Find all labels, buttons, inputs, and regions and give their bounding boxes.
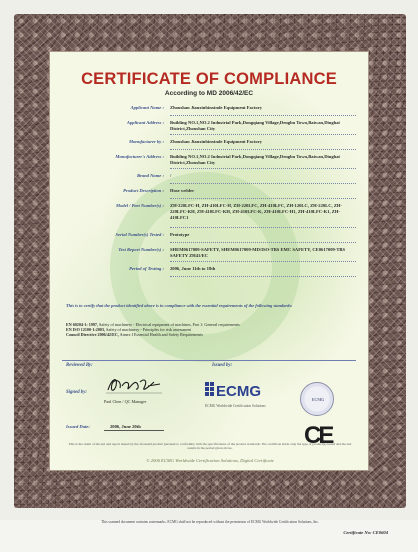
field-label: Manufacturer by :: [129, 139, 164, 144]
field-label: Serial Number(s) Tested :: [115, 232, 164, 237]
field-value: Building NO.1,NO.2 Industrial Park,Dongqiang Village,Dengbu Town,Baiwan,Dinghai District,Zhoushan City: [170, 154, 340, 165]
compliance-statement: This is to certify that the product identified above is in compliance with the essential requirements of the following standards:: [66, 303, 293, 308]
field-row: [66, 104, 356, 114]
field-row: [66, 265, 356, 275]
field-row: [66, 246, 356, 260]
field-value: Hose welder: [170, 188, 195, 193]
field-label: Model / Part Number(s) :: [116, 203, 164, 208]
certificate-number: Certificate No: CE0604: [343, 530, 388, 535]
field-label: Test Report Number(s) :: [118, 247, 164, 252]
field-value: Building NO.1,NO.2 Industrial Park,Dongqiang Village,Dengbu Town,Baiwan,Dinghai District,Zhoushan City: [170, 120, 340, 131]
field-value: 2006, June 11th to 18th: [170, 266, 216, 271]
standard-code: EN ISO 12100-1:2003,: [66, 327, 106, 333]
reviewed-by-label: Reviewed By:: [66, 363, 93, 368]
field-label: Period of Testing :: [129, 266, 164, 271]
ecmg-logo-subtext: ECMG Worldwide Certification Solutions: [205, 404, 266, 408]
field-row: [66, 202, 356, 226]
field-row: [66, 138, 356, 148]
issued-date-value: 2006, June 20th: [110, 424, 141, 429]
scan-notice: This scanned document contains watermarks. ECMG shall not be reproduced without the permission of ECMG Worldwide Certification Solutions, Inc.: [101, 520, 319, 524]
field-label: Manufacturer's Address :: [115, 154, 164, 159]
standard-text: Annex I Essential Health and Safety Requirements: [119, 332, 203, 338]
field-value: SHEM0617009-SAFETY, SHEM0617009-MD/ISO-TBS EMC SAFETY, CE0617009-TBS SAFETY ZH41/EC: [170, 247, 346, 258]
field-row: [66, 119, 356, 133]
issuer-seal: [300, 382, 334, 416]
ce-mark-icon: CE: [304, 422, 332, 449]
field-label: Applicant Name :: [130, 105, 164, 110]
field-label: Product Description :: [123, 188, 164, 193]
standard-text: Safety of machinery - Principles for risk assessment: [106, 327, 192, 333]
ecmg-logo-text: ECMG: [216, 383, 261, 400]
field-row: [66, 187, 356, 197]
field-label: Applicant Address :: [126, 120, 164, 125]
standard-text: Safety of machinery - Electrical equipment of machines, Part 1: General requirements: [98, 322, 240, 327]
certificate-fields: [66, 104, 356, 280]
field-row: [66, 231, 356, 241]
signed-by-label: Signed by:: [66, 390, 87, 395]
field-row: [66, 153, 356, 167]
standard-code: Council Directive 2006/42/EC,: [66, 332, 119, 338]
field-value: Zhoushan Jianxinbinxinde Equipment Factory: [170, 139, 263, 144]
certificate-fineprint: This is the result of the test and report issued by the aforesaid product pursuant to conformity with the specifications of the product standards. The certificate holds only the type of product(s) tested and the test results in the period given above.: [68, 442, 352, 451]
certificate-footer: © 2006 ECMG Worldwide Certification Solutions, Digital Certificate: [146, 458, 274, 463]
standards-list: [66, 322, 354, 338]
signature-image: [104, 374, 164, 396]
standard-item: [66, 332, 354, 337]
certificate-title: CERTIFICATE OF COMPLIANCE: [81, 70, 337, 88]
field-value: /: [170, 173, 172, 178]
field-value: Zhoushan Jianxinbinxinde Equipment Factory: [170, 105, 263, 110]
issuer-seal-text: ECMG: [311, 397, 325, 402]
ecmg-logo: [205, 378, 281, 404]
issued-date-label: Issued Date:: [66, 424, 90, 429]
field-value: Prototype: [170, 232, 190, 237]
issued-date-underline: [104, 430, 164, 431]
field-row: [66, 172, 356, 182]
standard-code: EN 60204-1: 1997,: [66, 322, 98, 327]
field-label: Brand Name :: [136, 173, 164, 178]
certificate-subtitle: According to MD 2006/42/EC: [164, 90, 254, 97]
issued-by-label: Issued by:: [212, 363, 233, 368]
divider: [62, 360, 356, 361]
field-value: ZH-220LFC-H, ZH-410LFC-H, ZH-220LFC, ZH-410LFC, ZH-120LC, ZH-220LC, ZH-220LFC-KH, ZH-410LFC-KH, ZH-410LFC-K, ZH-410LFC-H1, ZH-410LFC-K1, ZH-410LFC1: [170, 203, 343, 220]
signer-caption: Paul Chen / QC Manager: [104, 399, 147, 404]
